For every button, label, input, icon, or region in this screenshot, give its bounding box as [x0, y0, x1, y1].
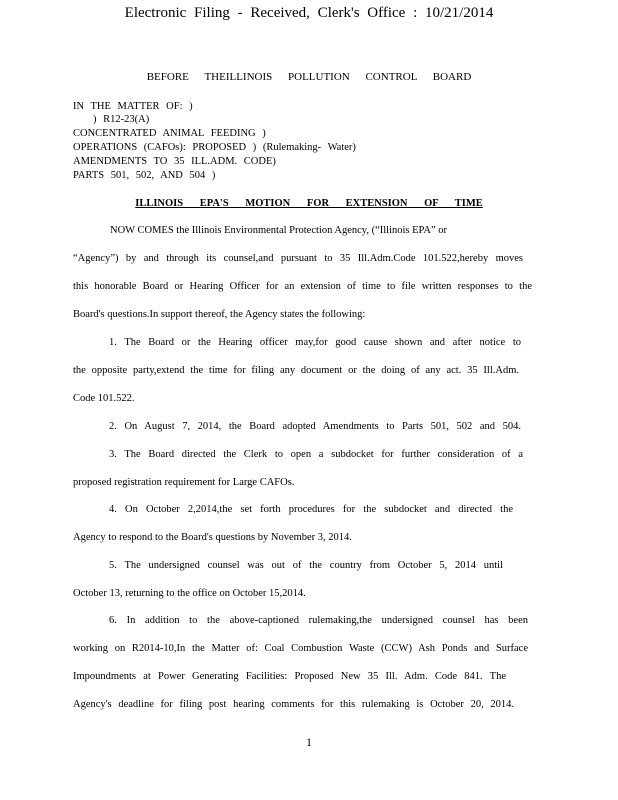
motion-title: ILLINOIS EPA'S MOTION FOR EXTENSION OF TIME: [135, 198, 483, 209]
body-line: October 13, returning to the office on October 15,2014.: [73, 588, 306, 599]
body-line: proposed registration requirement for Large CAFOs.: [73, 477, 295, 488]
caption-line: CONCENTRATED ANIMAL FEEDING ): [73, 128, 266, 139]
body-line: Board's questions.In support thereof, the Agency states the following:: [73, 309, 366, 320]
body-line: Impoundments at Power Generating Facilities: Proposed New 35 Ill. Adm. Code 841. The: [73, 671, 506, 682]
numbered-item-line: 2. On August 7, 2014, the Board adopted Amendments to Parts 501, 502 and 504.: [109, 421, 521, 432]
caption-line: PARTS 501, 502, AND 504 ): [73, 170, 216, 181]
numbered-item-line: 5. The undersigned counsel was out of the country from October 5, 2014 until: [109, 560, 503, 571]
body-line: the opposite party,extend the time for filing any document or the doing of any act. 35 Ill.Adm.: [73, 365, 519, 376]
filing-stamp: Electronic Filing - Received, Clerk's Office : 10/21/2014: [124, 5, 494, 21]
caption-docket: ) R12-23(A): [93, 114, 150, 125]
numbered-item-line: 1. The Board or the Hearing officer may,for good cause shown and after notice to: [109, 337, 521, 348]
body-line: NOW COMES the Illinois Environmental Protection Agency, (“Illinois EPA” or: [110, 225, 448, 236]
body-line: “Agency”) by and through its counsel,and pursuant to 35 Ill.Adm.Code 101.522,hereby moves: [73, 253, 523, 264]
body-line: working on R2014-10,In the Matter of: Coal Combustion Waste (CCW) Ash Ponds and Surface: [73, 643, 528, 654]
caption-line: IN THE MATTER OF: ): [73, 101, 193, 112]
numbered-item-line: 3. The Board directed the Clerk to open a subdocket for further consideration of a: [109, 449, 523, 460]
body-line: Agency to respond to the Board's questions by November 3, 2014.: [73, 532, 352, 543]
numbered-item-line: 6. In addition to the above-captioned rulemaking,the undersigned counsel has been: [109, 615, 528, 626]
body-line: this honorable Board or Hearing Officer for an extension of time to file written responses to the: [73, 281, 532, 292]
board-heading: BEFORE THEILLINOIS POLLUTION CONTROL BOARD: [146, 71, 472, 83]
body-line: Agency's deadline for filing post hearing comments for this rulemaking is October 20, 2014.: [73, 699, 514, 710]
caption-line: AMENDMENTS TO 35 ILL.ADM. CODE): [73, 156, 276, 167]
page-number: 1: [306, 735, 312, 749]
numbered-item-line: 4. On October 2,2014,the set forth procedures for the subdocket and directed the: [109, 504, 513, 515]
caption-line: OPERATIONS (CAFOs): PROPOSED ) (Rulemaking- Water): [73, 142, 356, 153]
body-line: Code 101.522.: [73, 393, 135, 404]
